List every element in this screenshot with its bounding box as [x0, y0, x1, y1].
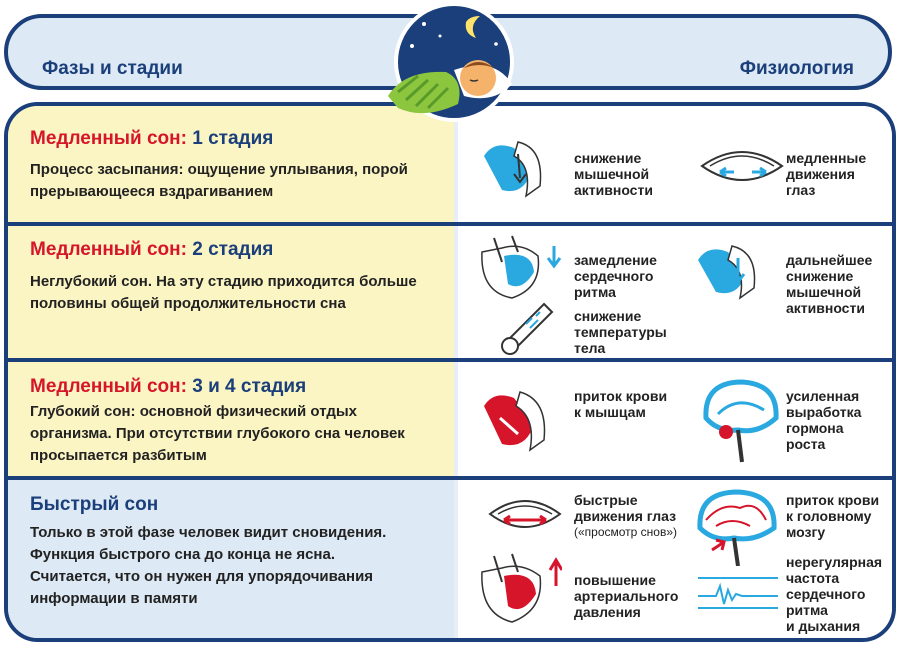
row-title: Быстрый сон: [30, 494, 159, 515]
physiology-label: снижение мышечной активности: [574, 150, 653, 198]
physiology-label: нерегулярная частота сердечного ритма и дыхания: [786, 554, 883, 634]
physiology-label: приток крови к головному мозгу: [786, 492, 880, 540]
sleeping-child-illustration: [384, 0, 524, 130]
physiology-label: быстрые движения глаз («просмотр снов»): [574, 492, 678, 539]
row-rem-sleep: [8, 480, 892, 642]
phases-table: [4, 102, 896, 642]
row-description: Неглубокий сон. На эту стадию приходится больше половины общей продолжительности сна: [30, 273, 417, 312]
relaxed-body-icon: [474, 126, 554, 206]
phases-heading: Фазы и стадии: [42, 58, 183, 79]
row-description: Только в этой фазе человек видит сновидения. Функция быстрого сна до конца не ясна. Считается, что он нужен для упорядочивания информации в памяти: [30, 524, 387, 607]
physiology-label: замедление сердечного ритма: [574, 252, 657, 300]
muscle-blood-icon: [474, 378, 558, 462]
brain-blood-icon: [692, 486, 782, 566]
row-title: Медленный сон: 2 стадия: [30, 239, 274, 260]
heart-up-icon: [472, 548, 562, 630]
fast-eye-icon: [486, 492, 564, 536]
physiology-label: дальнейшее снижение мышечной активности: [786, 252, 873, 316]
irregular-pulse-icon: [698, 574, 778, 610]
star-icon: [439, 35, 442, 38]
star-icon: [494, 42, 498, 46]
slow-eye-icon: [698, 142, 786, 190]
row-description: Процесс засыпания: ощущение уплывания, порой прерывающееся вздрагиванием: [30, 161, 408, 200]
thermometer-icon: [498, 298, 558, 358]
row-title: Медленный сон: 3 и 4 стадия: [30, 376, 307, 397]
row-title: Медленный сон: 1 стадия: [30, 128, 274, 149]
dream-viewing-note: («просмотр снов»): [574, 525, 678, 539]
physiology-label: снижение температуры тела: [574, 308, 667, 356]
physiology-label: медленные движения глаз: [786, 150, 867, 198]
star-icon: [410, 44, 414, 48]
brain-hormone-icon: [698, 374, 782, 464]
relaxed-body-icon-2: [692, 234, 772, 304]
row-stage-3-4: [8, 362, 892, 476]
physiology-label: приток крови к мышцам: [574, 388, 668, 420]
physiology-label: усиленная выработка гормона роста: [786, 388, 862, 452]
star-icon: [422, 22, 426, 26]
physiology-heading: Физиология: [739, 58, 854, 79]
heart-down-icon: [472, 232, 562, 304]
row-stage-2: [8, 226, 892, 358]
physiology-label: повышение артериального давления: [574, 572, 679, 620]
row-description: Глубокий сон: основной физический отдых организма. При отсутствии глубокого сна человек просыпается разбитым: [30, 403, 405, 464]
